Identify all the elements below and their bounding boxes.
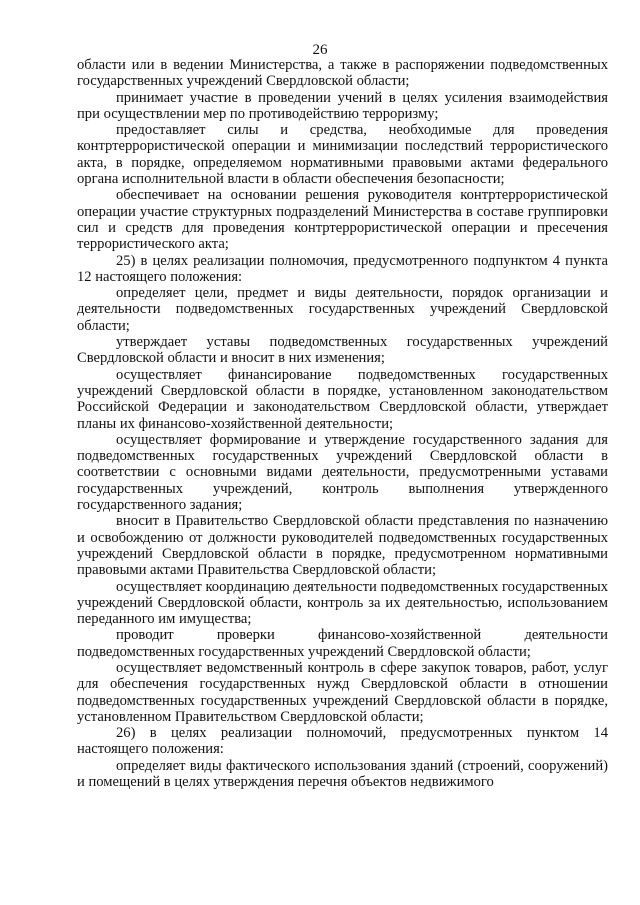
paragraph: осуществляет формирование и утверждение государственного задания для подведомственных государственных учреждений Свердловской области в соответствии с основными видами деятельности, предусмотренными уставами государственных учреждений, контроль выполнения утвержденного государственного задания;	[77, 431, 608, 514]
paragraph: 26) в целях реализации полномочий, предусмотренных пунктом 14 настоящего положения:	[77, 725, 608, 758]
paragraph: осуществляет финансирование подведомственных государственных учреждений Свердловской области в порядке, установленном законодательством Российской Федерации и законодательством Свердловской области, утверждает планы их финансово-хозяйственной деятельности;	[77, 366, 608, 432]
paragraph: 25) в целях реализации полномочия, предусмотренного подпунктом 4 пункта 12 настоящего положения:	[77, 252, 608, 285]
paragraph: проводит проверки финансово-хозяйственной деятельности подведомственных государственных учреждений Свердловской области;	[77, 627, 608, 660]
paragraph: предоставляет силы и средства, необходимые для проведения контртеррористической операции и минимизации последствий террористического акта, в порядке, определяемом нормативными правовыми актами федерального органа исполнительной власти в области обеспечения безопасности;	[77, 122, 608, 188]
paragraph: определяет цели, предмет и виды деятельности, порядок организации и деятельности подведомственных государственных учреждений Свердловской области;	[77, 285, 608, 334]
paragraph: осуществляет координацию деятельности подведомственных государственных учреждений Свердловской области, контроль за их деятельностью, использованием переданного им имущества;	[77, 578, 608, 628]
paragraph: области или в ведении Министерства, а также в распоряжении подведомственных государственных учреждений Свердловской области;	[77, 57, 608, 90]
paragraph: обеспечивает на основании решения руководителя контртеррористической операции участие структурных подразделений Министерства в составе группировки сил и средств для проведения контртеррористической операции и пресечения террористического акта;	[77, 187, 608, 253]
paragraph: принимает участие в проведении учений в целях усиления взаимодействия при осуществлении мер по противодействию терроризму;	[77, 89, 608, 122]
paragraph: определяет виды фактического использования зданий (строений, сооружений) и помещений в целях утверждения перечня объектов недвижимого	[77, 757, 608, 791]
paragraph: вносит в Правительство Свердловской области представления по назначению и освобождению от должности руководителей подведомственных государственных учреждений Свердловской области в порядке, предусмотренном нормативными правовыми актами Правительства Свердловской области;	[77, 513, 608, 579]
page-number: 26	[312, 42, 328, 58]
paragraph: утверждает уставы подведомственных государственных учреждений Свердловской области и вносит в них изменения;	[77, 334, 608, 367]
paragraph: осуществляет ведомственный контроль в сфере закупок товаров, работ, услуг для обеспечения государственных нужд Свердловской области в отношении подведомственных государственных учреждений Свердловской области в порядке, установленном Правительством Свердловской области;	[77, 659, 608, 725]
document-body	[77, 57, 608, 790]
